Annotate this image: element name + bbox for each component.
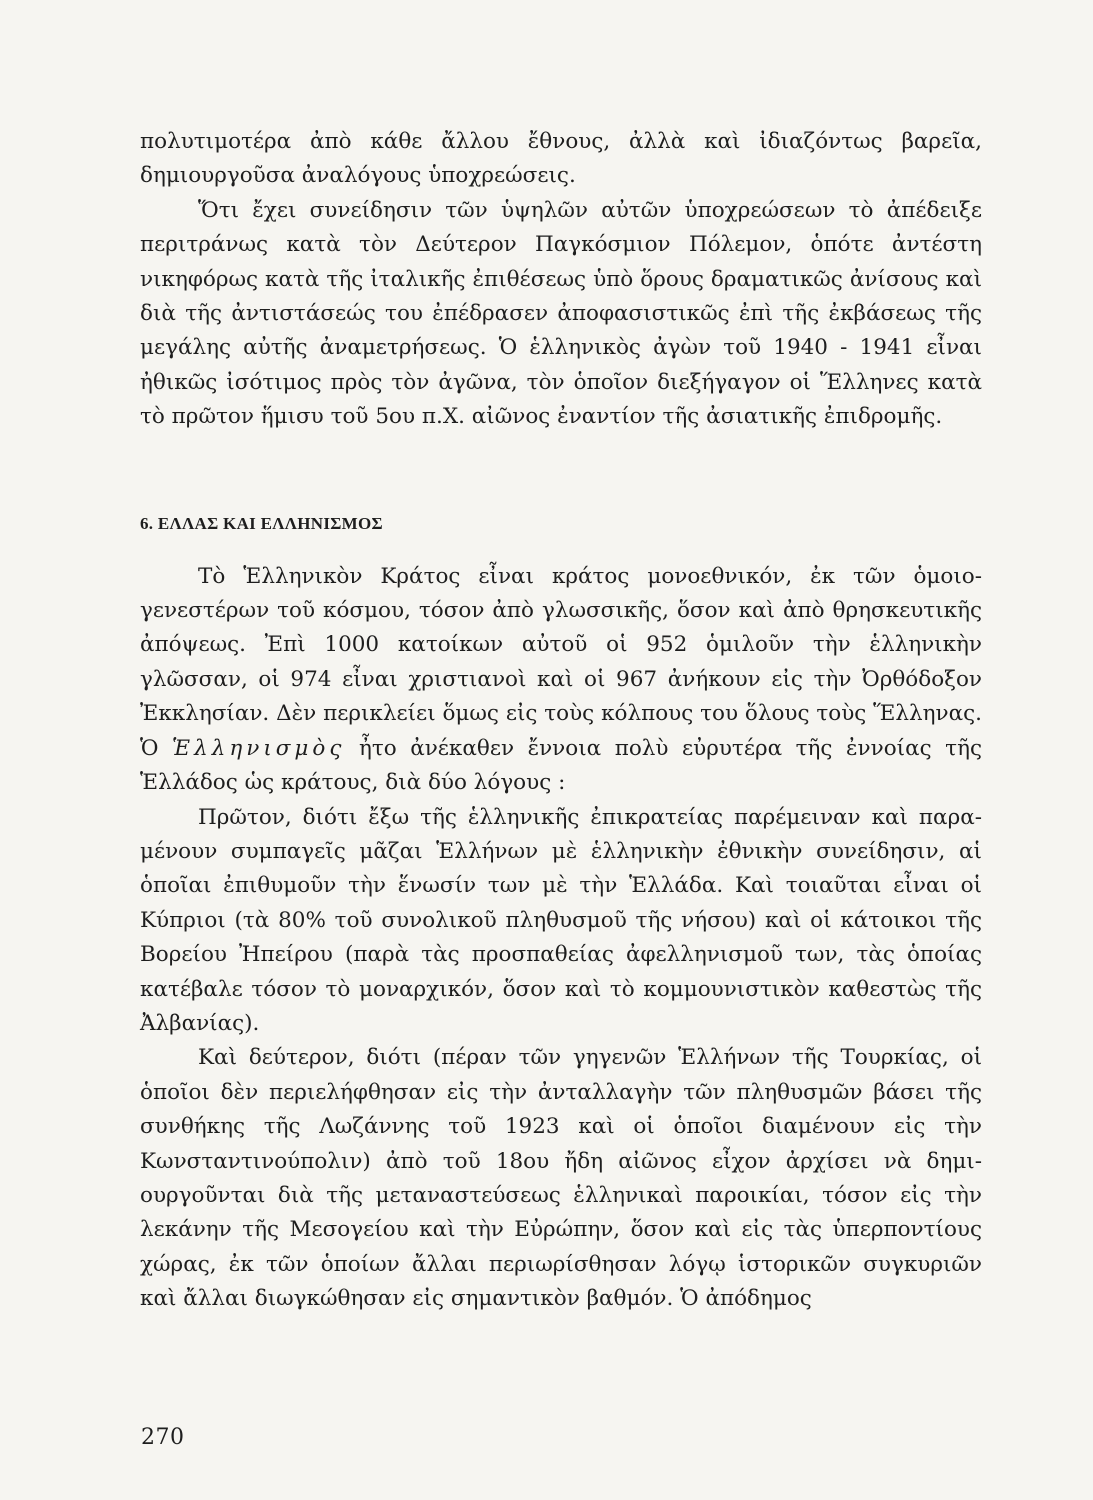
paragraph-greek-state-text-b: ἦτο ἀνέκαθεν ἔννοια πολὺ εὐρυτέρα τῆς ἐννοίας τῆς Ἑλλάδος ὡς κράτους, διὰ δύο λόγους : xyxy=(140,735,982,796)
paragraph-greek-state xyxy=(140,560,982,801)
paragraph-first-reason: Πρῶτον, διότι ἔξω τῆς ἑλληνικῆς ἐπικρατείας παρέμειναν καὶ παραμένουν συμπαγεῖς μᾶζαι Ἑλλήνων μὲ ἑλληνικὴν ἐθνικὴν συνείδησιν, αἱ ὁποῖαι ἐπιθυμοῦν τὴν ἕνωσίν των μὲ τὴν Ἑλλάδα. Καὶ τοιαῦται εἶναι οἱ Κύπριοι (τὰ 80% τοῦ συνολικοῦ πληθυσμοῦ τῆς νήσου) καὶ οἱ κάτοικοι τῆς Βορείου Ἠπείρου (παρὰ τὰς προσπαθείας ἀφελληνισμοῦ των, τὰς ὁποίας κατέβαλε τόσον τὸ μοναρχικόν, ὅσον καὶ τὸ κομμουνιστικὸν καθεστὼς τῆς Ἀλβανίας). xyxy=(140,804,982,1036)
paragraph-war: Ὅτι ἔχει συνείδησιν τῶν ὑψηλῶν αὐτῶν ὑποχρεώσεων τὸ ἀπέδειξε περιτράνως κατὰ τὸν Δεύτερον Παγκόσμιον Πόλεμον, ὁπότε ἀντέστη νικηφόρως κατὰ τῆς ἰταλικῆς ἐπιθέσεως ὑπὸ ὅρους δραματικῶς ἀνίσους καὶ διὰ τῆς ἀντιστάσεώς του ἐπέδρασεν ἀποφασιστικῶς ἐπὶ τῆς ἐκβάσεως τῆς μεγάλης αὐτῆς ἀναμετρήσεως. Ὁ ἑλληνικὸς ἀγὼν τοῦ 1940 - 1941 εἶναι ἠθικῶς ἰσότιμος πρὸς τὸν ἀγῶνα, τὸν ὁποῖον διεξήγαγον οἱ Ἕλληνες κατὰ τὸ πρῶτον ἥμισυ τοῦ 5ου π.Χ. αἰῶνος ἐναντίον τῆς ἀσιατικῆς ἐπιδρομῆς. xyxy=(140,197,982,430)
paragraph-intro: πολυτιμοτέρα ἀπὸ κάθε ἄλλου ἔθνους, ἀλλὰ καὶ ἰδιαζόντως βαρεῖα, δημιουργοῦσα ἀναλόγους ὑποχρεώσεις. xyxy=(140,129,982,189)
section-heading: 6. ΕΛΛΑΣ ΚΑΙ ΕΛΛΗΝΙΣΜΟΣ xyxy=(140,513,383,533)
page-number: 270 xyxy=(141,1425,185,1450)
page-body xyxy=(140,125,982,1317)
emphasis-term: Ἑλληνισμὸς xyxy=(172,735,346,761)
paragraph-greek-state-text-a: Τὸ Ἑλληνικὸν Κράτος εἶναι κράτος μονοεθνικόν, ἐκ τῶν ὁμοιογενεστέρων τοῦ κόσμου, τόσον ἀπὸ γλωσσικῆς, ὅσον καὶ ἀπὸ θρησκευτικῆς ἀπόψεως. Ἐπὶ 1000 κατοίκων αὐτοῦ οἱ 952 ὁμιλοῦν τὴν ἑλληνικὴν γλῶσσαν, οἱ 974 εἶναι χριστιανοὶ καὶ οἱ 967 ἀνήκουν εἰς τὴν Ὀρθόδοξον Ἐκκλησίαν. Δὲν περικλείει ὅμως εἰς τοὺς κόλπους του ὅλους τοὺς Ἕλληνας. Ὁ xyxy=(140,563,982,761)
paragraph-second-reason: Καὶ δεύτερον, διότι (πέραν τῶν γηγενῶν Ἑλλήνων τῆς Τουρκίας, οἱ ὁποῖοι δὲν περιελήφθησαν εἰς τὴν ἀνταλλαγὴν τῶν πληθυσμῶν βάσει τῆς συνθήκης τῆς Λωζάννης τοῦ 1923 καὶ οἱ ὁποῖοι διαμένουν εἰς τὴν Κωνσταντινούπολιν) ἀπὸ τοῦ 18ου ἤδη αἰῶνος εἶχον ἀρχίσει νὰ δημιουργοῦνται διὰ τῆς μεταναστεύσεως ἑλληνικαὶ παροικίαι, τόσον εἰς τὴν λεκάνην τῆς Μεσογείου καὶ τὴν Εὐρώπην, ὅσον καὶ εἰς τὰς ὑπερποντίους χώρας, ἐκ τῶν ὁποίων ἄλλαι περιωρίσθησαν λόγῳ ἱστορικῶν συγκυριῶν καὶ ἄλλαι διωγκώθησαν εἰς σημαντικὸν βαθμόν. Ὁ ἀπόδημος xyxy=(140,1045,982,1312)
